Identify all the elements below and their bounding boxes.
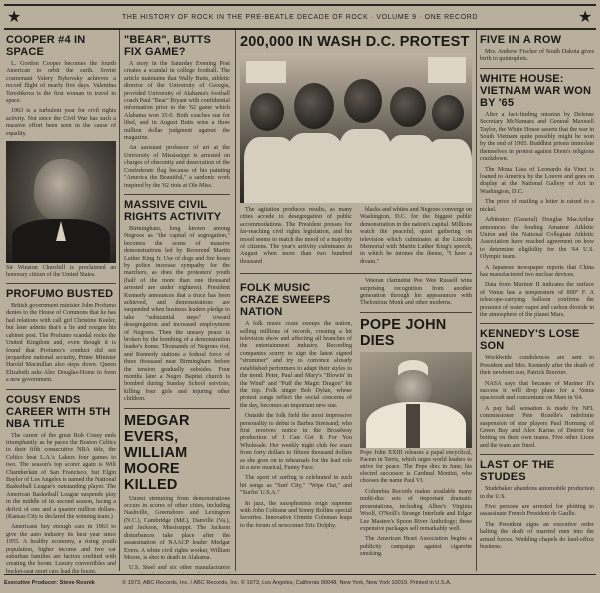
headline-vietnam: WHITE HOUSE: VIETNAM WAR WON BY '65: [480, 72, 592, 109]
headline-bear: "BEAR", BUTTS FIX GAME?: [124, 34, 211, 58]
column-rule: [476, 30, 477, 571]
headline-folk: FOLK MUSIC CRAZE SWEEPS NATION: [240, 282, 331, 319]
article-text: Mrs. Andrew Fischer of South Dakota gives birth to quintuplets.: [480, 49, 594, 63]
article-text: An assistant professor of art at the University of Mississippi is arrested on charges of obscenity and desecration of the Confederate flag because of his painting "America the Beautiful," a sardonic work inspired by the '62 riots at Ole Miss.: [124, 145, 230, 189]
headline-pope: POPE JOHN DIES: [360, 316, 447, 349]
footer: [4, 574, 596, 591]
headline-cousy: COUSY ENDS CAREER WITH 5TH NBA TITLE: [6, 393, 111, 430]
column-rule: [119, 30, 120, 571]
article-text: The Mona Lisa of Leonardo da Vinci is loaned to America by the Louvre and goes on display at the National Gallery of Art in Washington, D.C.: [480, 166, 594, 195]
article-text: British government minister John Profumo denies to the House of Commons that he has had relations with call girl Christine Keeler, but later admits that's a lie and resigns his cabinet post. The Profumo scandal rocks the United Kingdom and, even though it is found that Profumo's conduct did not jeopardize national security, Prime Minister Harold Macmillan also steps down. Queen Elizabeth asks Alec Douglas-Home to form a new government.: [6, 303, 116, 384]
headline-medgar: MEDGAR EVERS, WILLIAM MOORE KILLED: [124, 412, 190, 493]
article-text: Americans buy enough cars in 1963 to give the auto industry its best year since 1955. A healthy economy, a rising youth population, higher income and two car suburban families are factors credited with creating the boom. Luxury convertibles and bucket-seat sport cars lead the boom.: [6, 524, 116, 573]
photo-march-on-washington: [240, 53, 472, 203]
headline-profumo: PROFUMO BUSTED: [6, 288, 114, 301]
article-text: L. Gordon Cooper becomes the fourth American to orbit the earth. Soviet cosmonaut Valery Bykovsky achieves a record flight of nearly five days. Valentina Tereshkova is the first woman to travel in space.: [6, 61, 116, 105]
divider: [360, 312, 472, 313]
article-text: Columbia Records makes available many multi-disc sets of important dramatic presentations, including Albee's Virginia Woolf, O'Neill's Strange Interlude and Edgar Lee Masters's Spoon River Anthology; these expensive packages sell remarkably well.: [360, 488, 472, 532]
column-4: [480, 30, 594, 573]
article-text: The price of mailing a letter is raised to a nickel.: [480, 199, 594, 213]
article-text: In jazz, the saxophonists reign supreme with John Coltrane and Sonny Rollins special favorites. Innovative Ornette Coleman leaps to the forum of newcomer Eric Dolphy.: [240, 500, 352, 529]
article-text: Data from Mariner II indicates the surface of Venus has a temperature of 800° F. A telescope-carrying balloon confirms the presence of water vapor and carbon dioxide in the atmosphere of the planet Mars.: [480, 282, 594, 318]
headline-five-in-a-row: FIVE IN A ROW: [480, 34, 562, 46]
divider: [240, 273, 472, 274]
photo-caption: Pope John XXIII releases a papal encyclical, Pacem in Terris, which urges world leaders to strive for peace. The Pope dies in June; his elected successor is Cardinal Montini, who chooses the name Paul VI.: [360, 449, 472, 484]
divider: [6, 389, 116, 390]
article-text: Five persons are arrested for plotting to assassinate French President de Gaulle.: [480, 504, 594, 518]
divider: [480, 454, 594, 455]
divider: [124, 194, 230, 195]
article-text: NASA says that because of Mariner II's success it will drop plans for a Venus spacecraft and concentrate on Mars in '64.: [480, 380, 594, 402]
headline-studes: LAST OF THE STUDES: [480, 459, 555, 484]
producer-credit: Executive Producer: Steve Rosnik: [4, 580, 95, 586]
headline-cooper: COOPER #4 IN SPACE: [6, 34, 86, 58]
star-icon: ★: [7, 7, 22, 26]
column-1: [6, 30, 116, 573]
article-text: The President signs an executive order halting the draft of married men into the armed forces. Wedding chapels do land-office business.: [480, 521, 594, 551]
headline-civil-rights: MASSIVE CIVIL RIGHTS ACTIVITY: [124, 198, 222, 223]
divider: [6, 283, 116, 284]
article-text: The American Heart Association begins a publicity campaign against cigarette smoking.: [360, 536, 472, 558]
banner-title: THE HISTORY OF ROCK IN THE PRE-BEATLE DECADE OF ROCK · VOLUME 9 · ONE RECORD: [121, 13, 479, 21]
article-text: Unrest stemming from demonstrations occurs in scores of other cities, including Nashville, Greensboro and Lexington (N.C.), Cambridge (Md.), Danville (Va.), and Jackson, Mississippi. The Jackson disturbances take place after the assassination of NAACP leader Medgar Evers. A white civil rights worker, William Moore, is shot to death in Alabama.: [124, 495, 230, 561]
article-text: The career of the great Bob Cousy ends triumphantly as he paces the Boston Celtics to their fifth consecutive NBA title, the Celtics beat L.A.'s Lakers four games to two. The season's top scorer again is Wilt Chamberlain of San Francisco, but Elgin Baylor of Los Angeles is named the National Basketball League's outstanding player. The American Basketball League suspends play in the middle of its second season, facing a deficit of one and a quarter million dollars. (Kansas City is declared the winning team.): [6, 432, 116, 520]
article-text: After a fact-finding mission by Defense Secretary McNamara and General Maxwell Taylor, the White House asserts that the war in South Vietnam quite possibly might be won by the end of 1965. Buddhist priests immolate themselves in protest against Diem's religious crackdown.: [480, 111, 594, 163]
article-text: Outside the folk field the most impressive personality to debut is Barbra Streisand, who first receives notice in the Broadway production of I Can Get It For You Wholesale. Her weekly night club fee soars from forty dollars to fifteen thousand dollars as she goes on to rehearsals for the lead role in a new musical, Funny Face.: [240, 413, 352, 471]
star-icon: ★: [578, 7, 593, 26]
headline-march: 200,000 IN WASH D.C. PROTEST: [240, 34, 470, 50]
article-text: blacks and whites and Negroes converge on Washington, D.C. for the biggest public demonstration in the nation's capital. Millions watch the peaceful, quiet gathering on television which culminates at the Lincoln Memorial with Martin Luther King's speech, in which he intones the theme, "I have a dream.": [360, 207, 472, 265]
article-text: Arbitrator (General) Douglas MacArthur announces the feuding Amateur Athletic Union and the National Collegiate Athletic Association have reached agreement on how to determine eligibility for the '64 U.S. Olympic team.: [480, 217, 594, 261]
photo-churchill: [6, 141, 116, 263]
article-text: 1963 is a turbulent year for civil rights activity. Not since the Civil War has such a massive effort been seen in the cause of equality.: [6, 108, 116, 137]
column-rule: [235, 30, 236, 571]
article-text: Worldwide condolences are sent to President and Mrs. Kennedy after the death of their newborn son, Patrick Bouvier.: [480, 355, 594, 377]
article-text: A Japanese newspaper reports that China has manufactured two nuclear devices.: [480, 264, 594, 278]
column-2: [124, 30, 230, 573]
divider: [480, 68, 594, 69]
article-text: A story in the Saturday Evening Post creates a scandal in college football. The article maintains that Wally Butts, athletic director of the University of Georgia, provided University of Alabama's football coach Paul "Bear" Bryant with confidential information prior to the '62 game which Alabama won 35-0. Both coaches sue for libel, and in August Butts wins a three million dollar judgment against the magazine.: [124, 61, 230, 142]
article-text: The sport of surfing is celebrated in such hit songs as "Surf City," "Wipe Out," and "Surfin' U.S.A.": [240, 475, 352, 497]
column-3: [240, 30, 472, 573]
article-text: Studebaker abandons automobile production in the U.S.: [480, 486, 594, 500]
photo-pope-john: [360, 352, 472, 448]
article-text: Birmingham, long known among Negroes as "the capital of segregation," becomes the scene of massive demonstrations led by Reverend Martin Luther King Jr. Use of dogs and fire hoses by police increase sympathy for the marchers, as does the protesters' youth (half of the more than one thousand arrested are under eighteen). President Kennedy announces that a truce has been achieved, and demonstrations are suspended when business leaders pledge to take "substantial steps" toward desegregation and increased employment of Negroes. Then the uneasy peace is broken by the bombing of a demonstration leader's home. Thousands of Negroes riot, and Kennedy stations a federal force of three thousand near Birmingham before the tension gradually subsides. Four months later a Negro Baptist church is bombed during Sunday School services, killing four girls and injuring other children.: [124, 225, 230, 403]
article-text: U.S. Steel and six other manufacturers: [129, 565, 230, 572]
photo-caption: Sir Winston Churchill is proclaimed an honorary citizen of the United States.: [6, 265, 116, 279]
divider: [480, 323, 594, 324]
article-text: A folk music craze sweeps the nation, selling millions of records, creating a hit television show and affecting all branches of the entertainment industry. Recording companies scurry to sign the latest signed "strummer" and try to convince already established performers to adapt their styles to the trend. Peter, Paul and Mary's "Blowin' in the Wind" and "Puff the Magic Dragon" hit the top. Folk singer Bob Dylan, whose protest songs reflect the social concerns of the day, becomes an important new star.: [240, 321, 352, 409]
copyright-notice: © 1973, ABC Records, Inc. / ABC Records, Inc. © 1973, Los Angeles, California 90048, New York, New York 10019. Printed in U.S.A.: [122, 580, 452, 586]
headline-kennedy: KENNEDY'S LOSE SON: [480, 328, 580, 353]
article-text: The agitation produces results, as many cities accede to desegregation of public accommodations. The President presses for far-reaching civil rights legislation, and his mood seems to match the mood of a majority of citizens. The year's activity culminates in August when more than two hundred thousand: [240, 207, 352, 265]
article-text: Veteran clarinetist Pee Wee Russell wins surprising recognition from another generation through his appearances with Thelonious Monk and other moderns.: [360, 278, 472, 307]
article-text: A pay ball sensation is made by NFL commissioner Pete Rozelle's indefinite suspension of star players Paul Hornung of Green Bay and Alex Karras of Detroit for betting on their own teams. Five other Lions and the team are fined.: [480, 405, 594, 449]
header-banner: [4, 4, 596, 30]
divider: [124, 408, 230, 409]
